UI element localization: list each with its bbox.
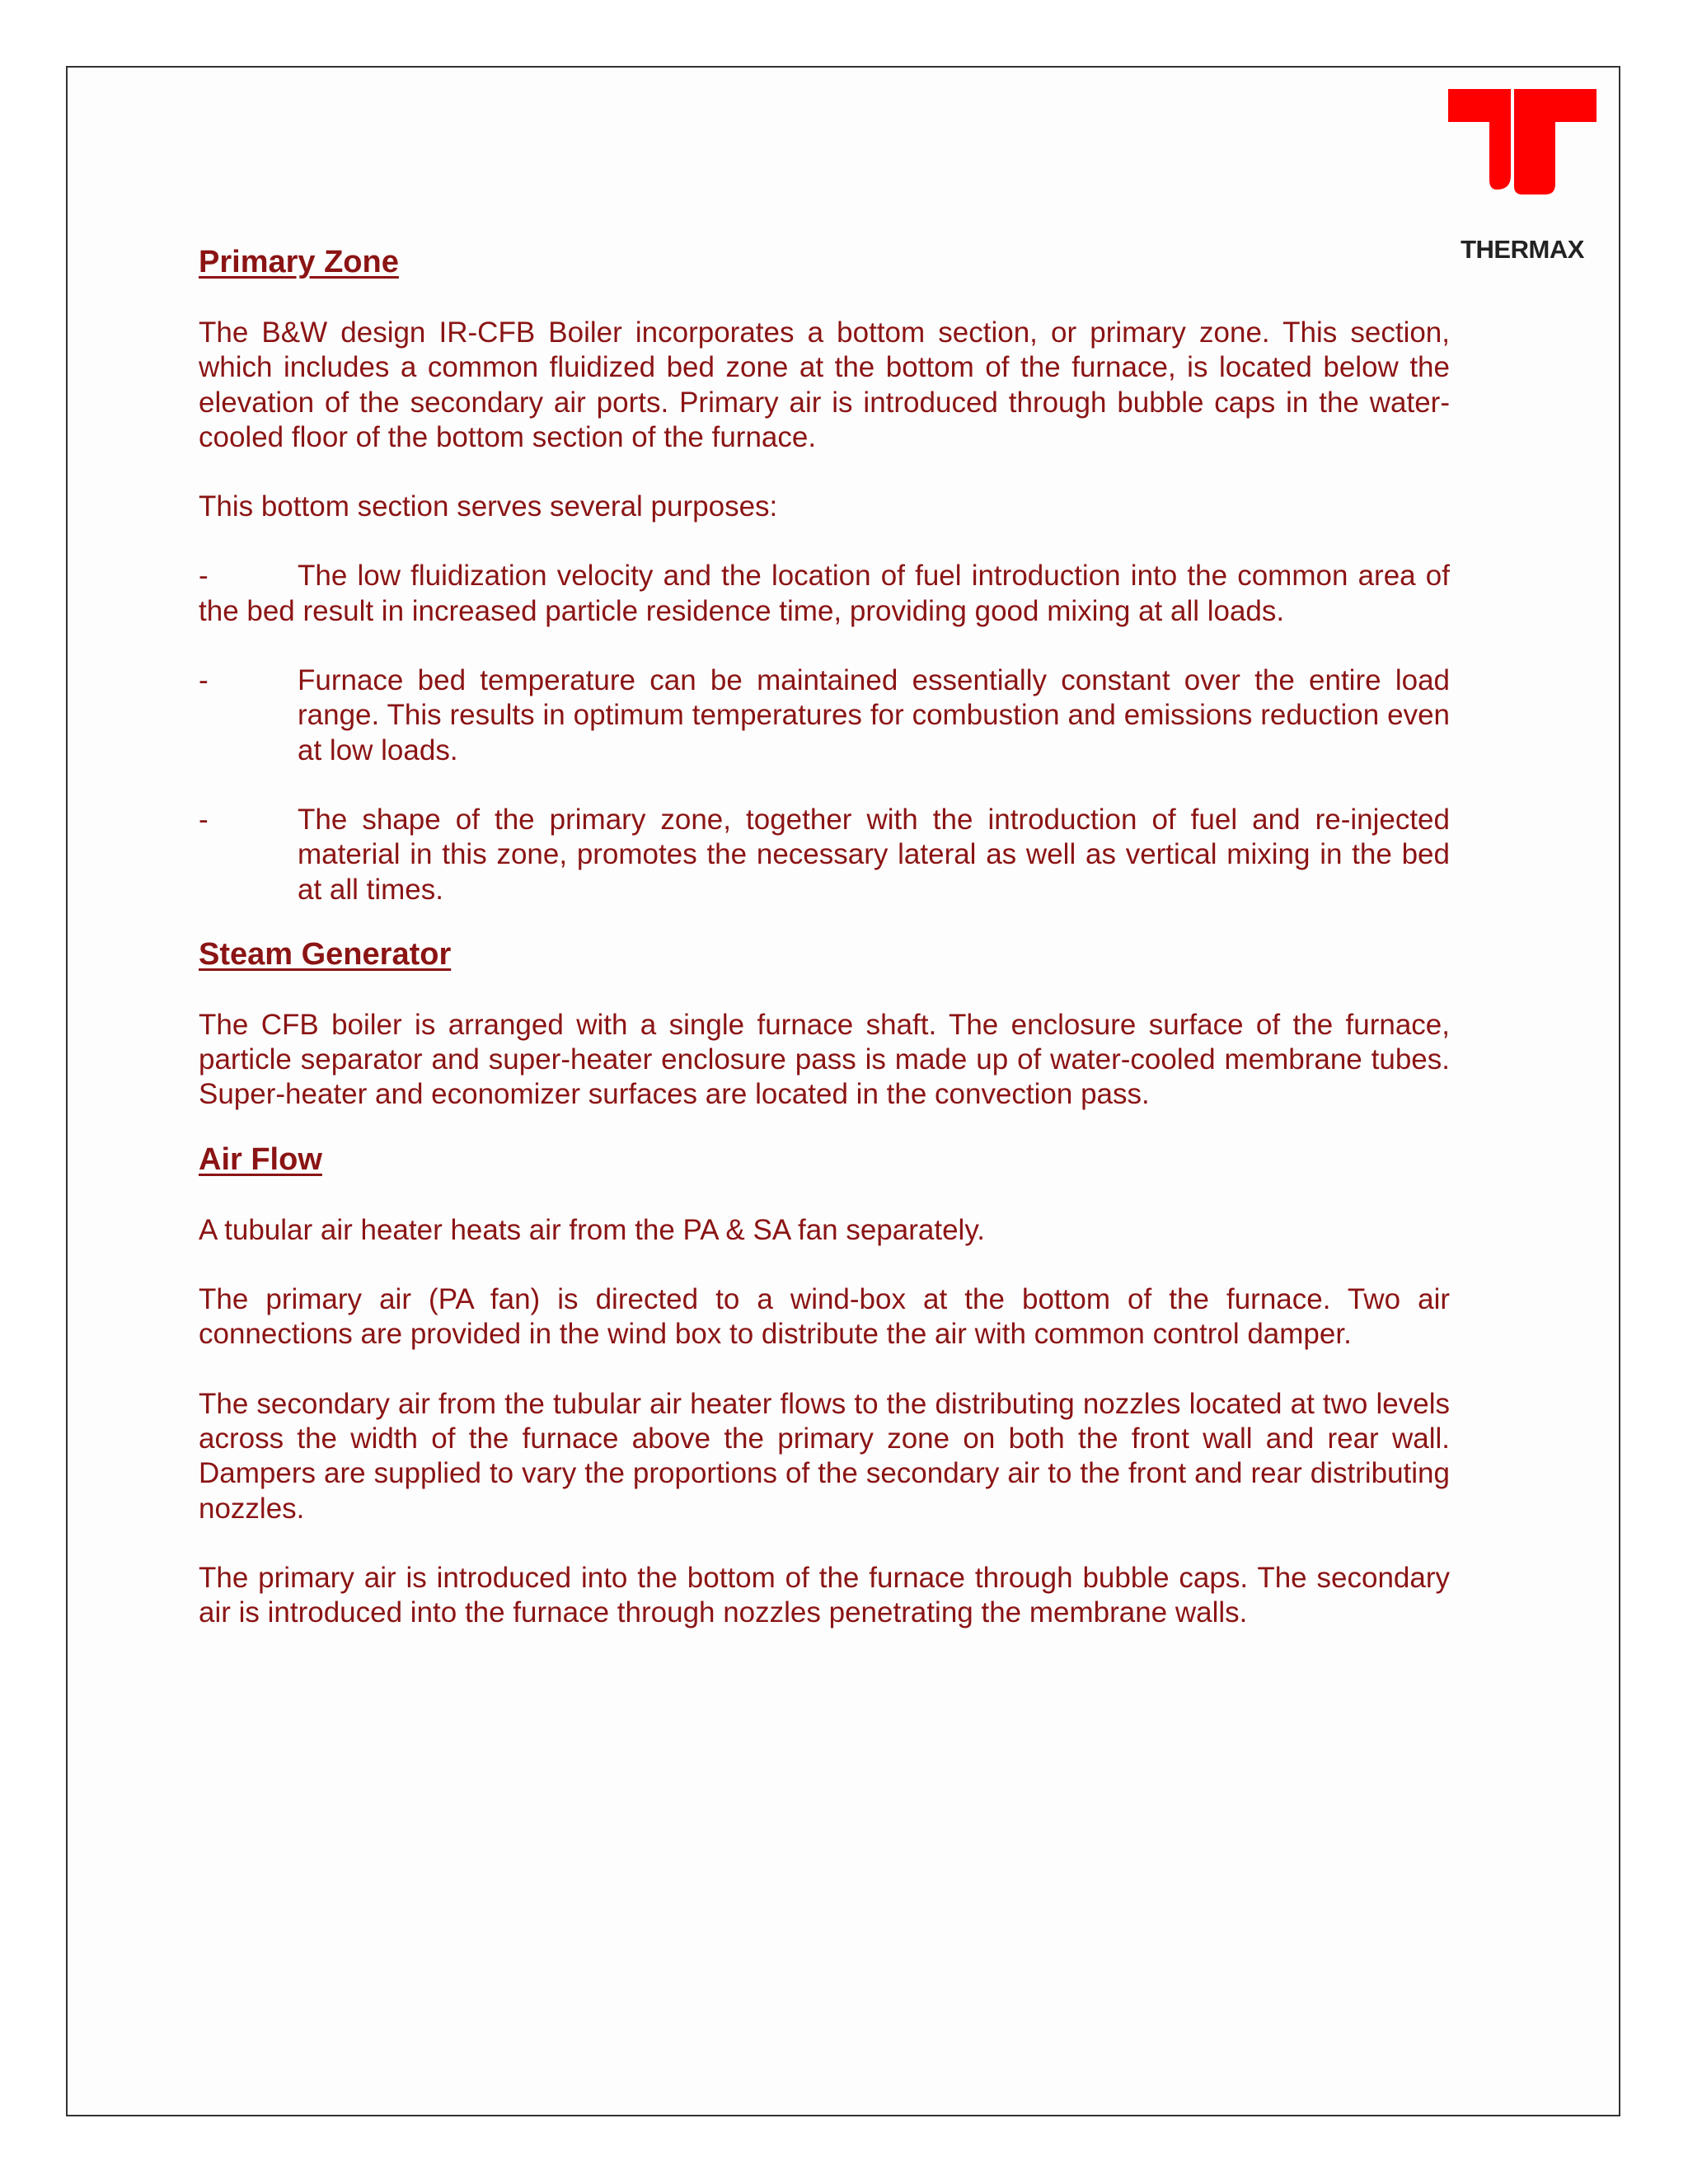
bullet-item-1 (199, 559, 1450, 629)
heading-primary-zone: Primary Zone (199, 245, 399, 279)
bullet-text: The low fluidization velocity and the location of fuel introduction into the common area of the bed result in increased particle residence time, providing good mixing at all loads. (199, 560, 1450, 627)
bullet-text: The shape of the primary zone, together with the introduction of fuel and re-injected material in this zone, promotes the necessary lateral as well as vertical mixing in the bed at all times. (298, 803, 1450, 906)
paragraph-primary-air: The primary air (PA fan) is directed to a wind-box at the bottom of the furnace. Two air connections are provided in the wind box to distribute the air with common control damper. (199, 1283, 1450, 1351)
heading-air-flow: Air Flow (199, 1141, 322, 1177)
bullet-item-3 (199, 803, 1450, 907)
bullet-dash: - (199, 664, 209, 697)
logo-wordmark: THERMAX (1461, 235, 1584, 264)
paragraph-primary-zone-intro: The B&W design IR-CFB Boiler incorporates a bottom section, or primary zone. This section, which includes a common fluidized bed zone at the bottom of the furnace, is located below the elevation of the secondary air ports. Primary air is introduced through bubble caps in the water-cooled floor of the bottom section of the furnace. (199, 316, 1450, 453)
bullet-item-2 (199, 663, 1450, 768)
paragraph-air-introduction: The primary air is introduced into the bottom of the furnace through bubble caps. The secondary air is introduced into the furnace through nozzles penetrating the membrane walls. (199, 1561, 1450, 1629)
bullet-text: Furnace bed temperature can be maintained essentially constant over the entire load range. This results in optimum temperatures for combustion and emissions reduction even at low loads. (298, 664, 1450, 766)
thermax-logo-mark (1448, 89, 1597, 229)
thermax-logo (1448, 89, 1597, 264)
bullet-dash: - (199, 560, 209, 593)
heading-steam-generator: Steam Generator (199, 936, 452, 972)
paragraph-purposes-lead: This bottom section serves several purposes: (199, 490, 778, 523)
bullet-dash: - (199, 803, 209, 836)
paragraph-air-heater: A tubular air heater heats air from the PA & SA fan separately. (199, 1213, 985, 1246)
document-body (199, 243, 1450, 1665)
paragraph-steam-generator: The CFB boiler is arranged with a single furnace shaft. The enclosure surface of the furnace, particle separator and super-heater enclosure pass is made up of water-cooled membrane tubes. Super-heater and economizer surfaces are located in the convection pass. (199, 1008, 1450, 1111)
paragraph-secondary-air: The secondary air from the tubular air heater flows to the distributing nozzles located at two levels across the width of the furnace above the primary zone on both the front wall and rear wall. Dampers are supplied to vary the proportions of the secondary air to the front and rear distributing nozzles. (199, 1387, 1450, 1525)
